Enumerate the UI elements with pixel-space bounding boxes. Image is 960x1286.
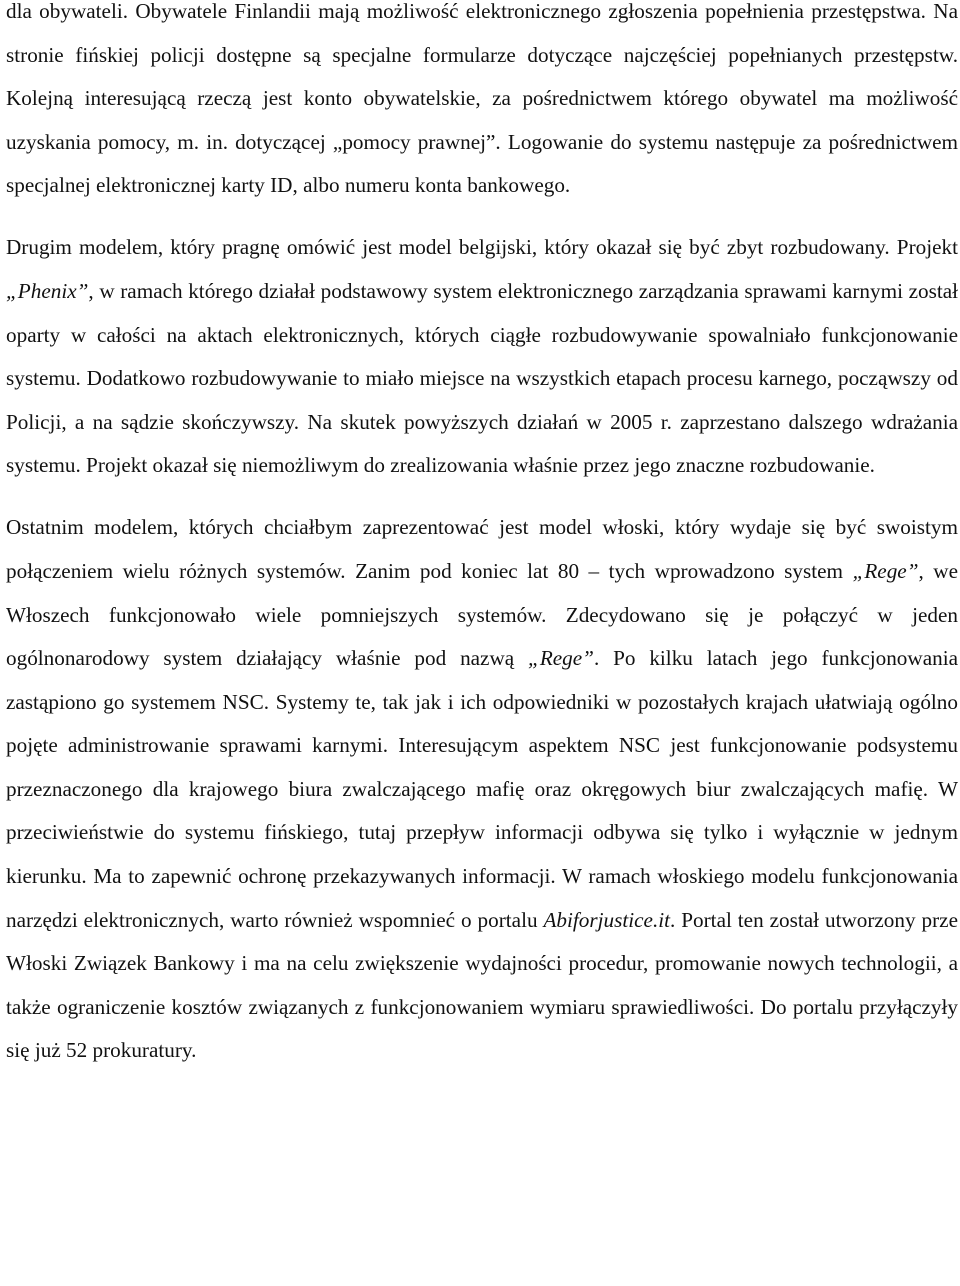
text-segment: , we Włoszech funkcjonowało wiele pomniejszych systemów. Zdecydowano się je połączyć w jeden ogólnonarodowy system działający właśnie pod nazwą (6, 558, 958, 671)
text-segment: Drugim modelem, który pragnę omówić jest model belgijski, który okazał się być zbyt rozbudowany. Projekt (6, 235, 958, 260)
italic-system-name: „Rege” (528, 646, 594, 671)
paragraph-belgium (6, 226, 958, 488)
text-segment: . Logowanie do systemu następuje za pośrednictwem specjalnej elektronicznej karty ID, albo numeru konta bankowego. (6, 129, 959, 198)
text-segment: Ostatnim modelem, których chciałbym zaprezentować jest model włoski, który wydaje się być swoistym połączeniem wielu różnych systemów. Zanim pod koniec lat 80 – tych wprowadzono system (6, 515, 958, 583)
paragraph-finland (6, 0, 958, 208)
italic-system-name: „Rege” (852, 558, 919, 583)
italic-project-name: „Phenix” (6, 278, 89, 303)
text-segment: . Portal ten został utworzony prze Włoski Związek Bankowy i ma na celu zwiększenie wydajności procedur, promowanie nowych technologii, a także ograniczenie kosztów związanych z funkcjonowaniem wymiaru sprawiedliwości. Do portalu przyłączyły się już 52 prokuratury. (6, 907, 958, 1063)
text-segment: dla obywateli. Obywatele Finlandii mają możliwość elektronicznego zgłoszenia popełnienia przestępstwa. Na stronie fińskiej policji dostępne są specjalne formularze dotyczące najczęściej popełnianych przestępstw. Kolejną interesującą rzeczą jest konto obywatelskie, za pośrednictwem którego obywatel ma możliwość uzyskania pomocy, m. in. dotyczącej (6, 0, 958, 154)
paragraph-italy (6, 506, 958, 1073)
text-segment: „pomocy prawnej” (332, 129, 496, 154)
text-segment: , w ramach którego działał podstawowy system elektronicznego zarządzania sprawami karnymi został oparty w całości na aktach elektronicznych, których ciągłe rozbudowywanie spowalniało funkcjonowanie systemu. Dodatkowo rozbudowywanie to miało miejsce na wszystkich etapach procesu karnego, począwszy od Policji, a na sądzie skończywszy. Na skutek powyższych działań w 2005 r. zaprzestano dalszego wdrażania systemu. Projekt okazał się niemożliwym do zrealizowania właśnie przez jego znaczne rozbudowanie. (6, 278, 958, 478)
italic-portal-name: Abiforjustice.it (543, 907, 671, 932)
text-segment: . Po kilku latach jego funkcjonowania zastąpiono go systemem NSC. Systemy te, tak jak i ich odpowiedniki w pozostałych krajach ułatwiają ogólno pojęte administrowanie sprawami karnymi. Interesującym aspektem NSC jest funkcjonowanie podsystemu przeznaczonego dla krajowego biura zwalczającego mafię oraz okręgowych biur zwalczających mafię. W przeciwieństwie do systemu fińskiego, tutaj przepływ informacji odbywa się tylko i wyłącznie w jednym kierunku. Ma to zapewnić ochronę przekazywanych informacji. W ramach włoskiego modelu funkcjonowania narzędzi elektronicznych, warto również wspomnieć o portalu (6, 646, 958, 932)
